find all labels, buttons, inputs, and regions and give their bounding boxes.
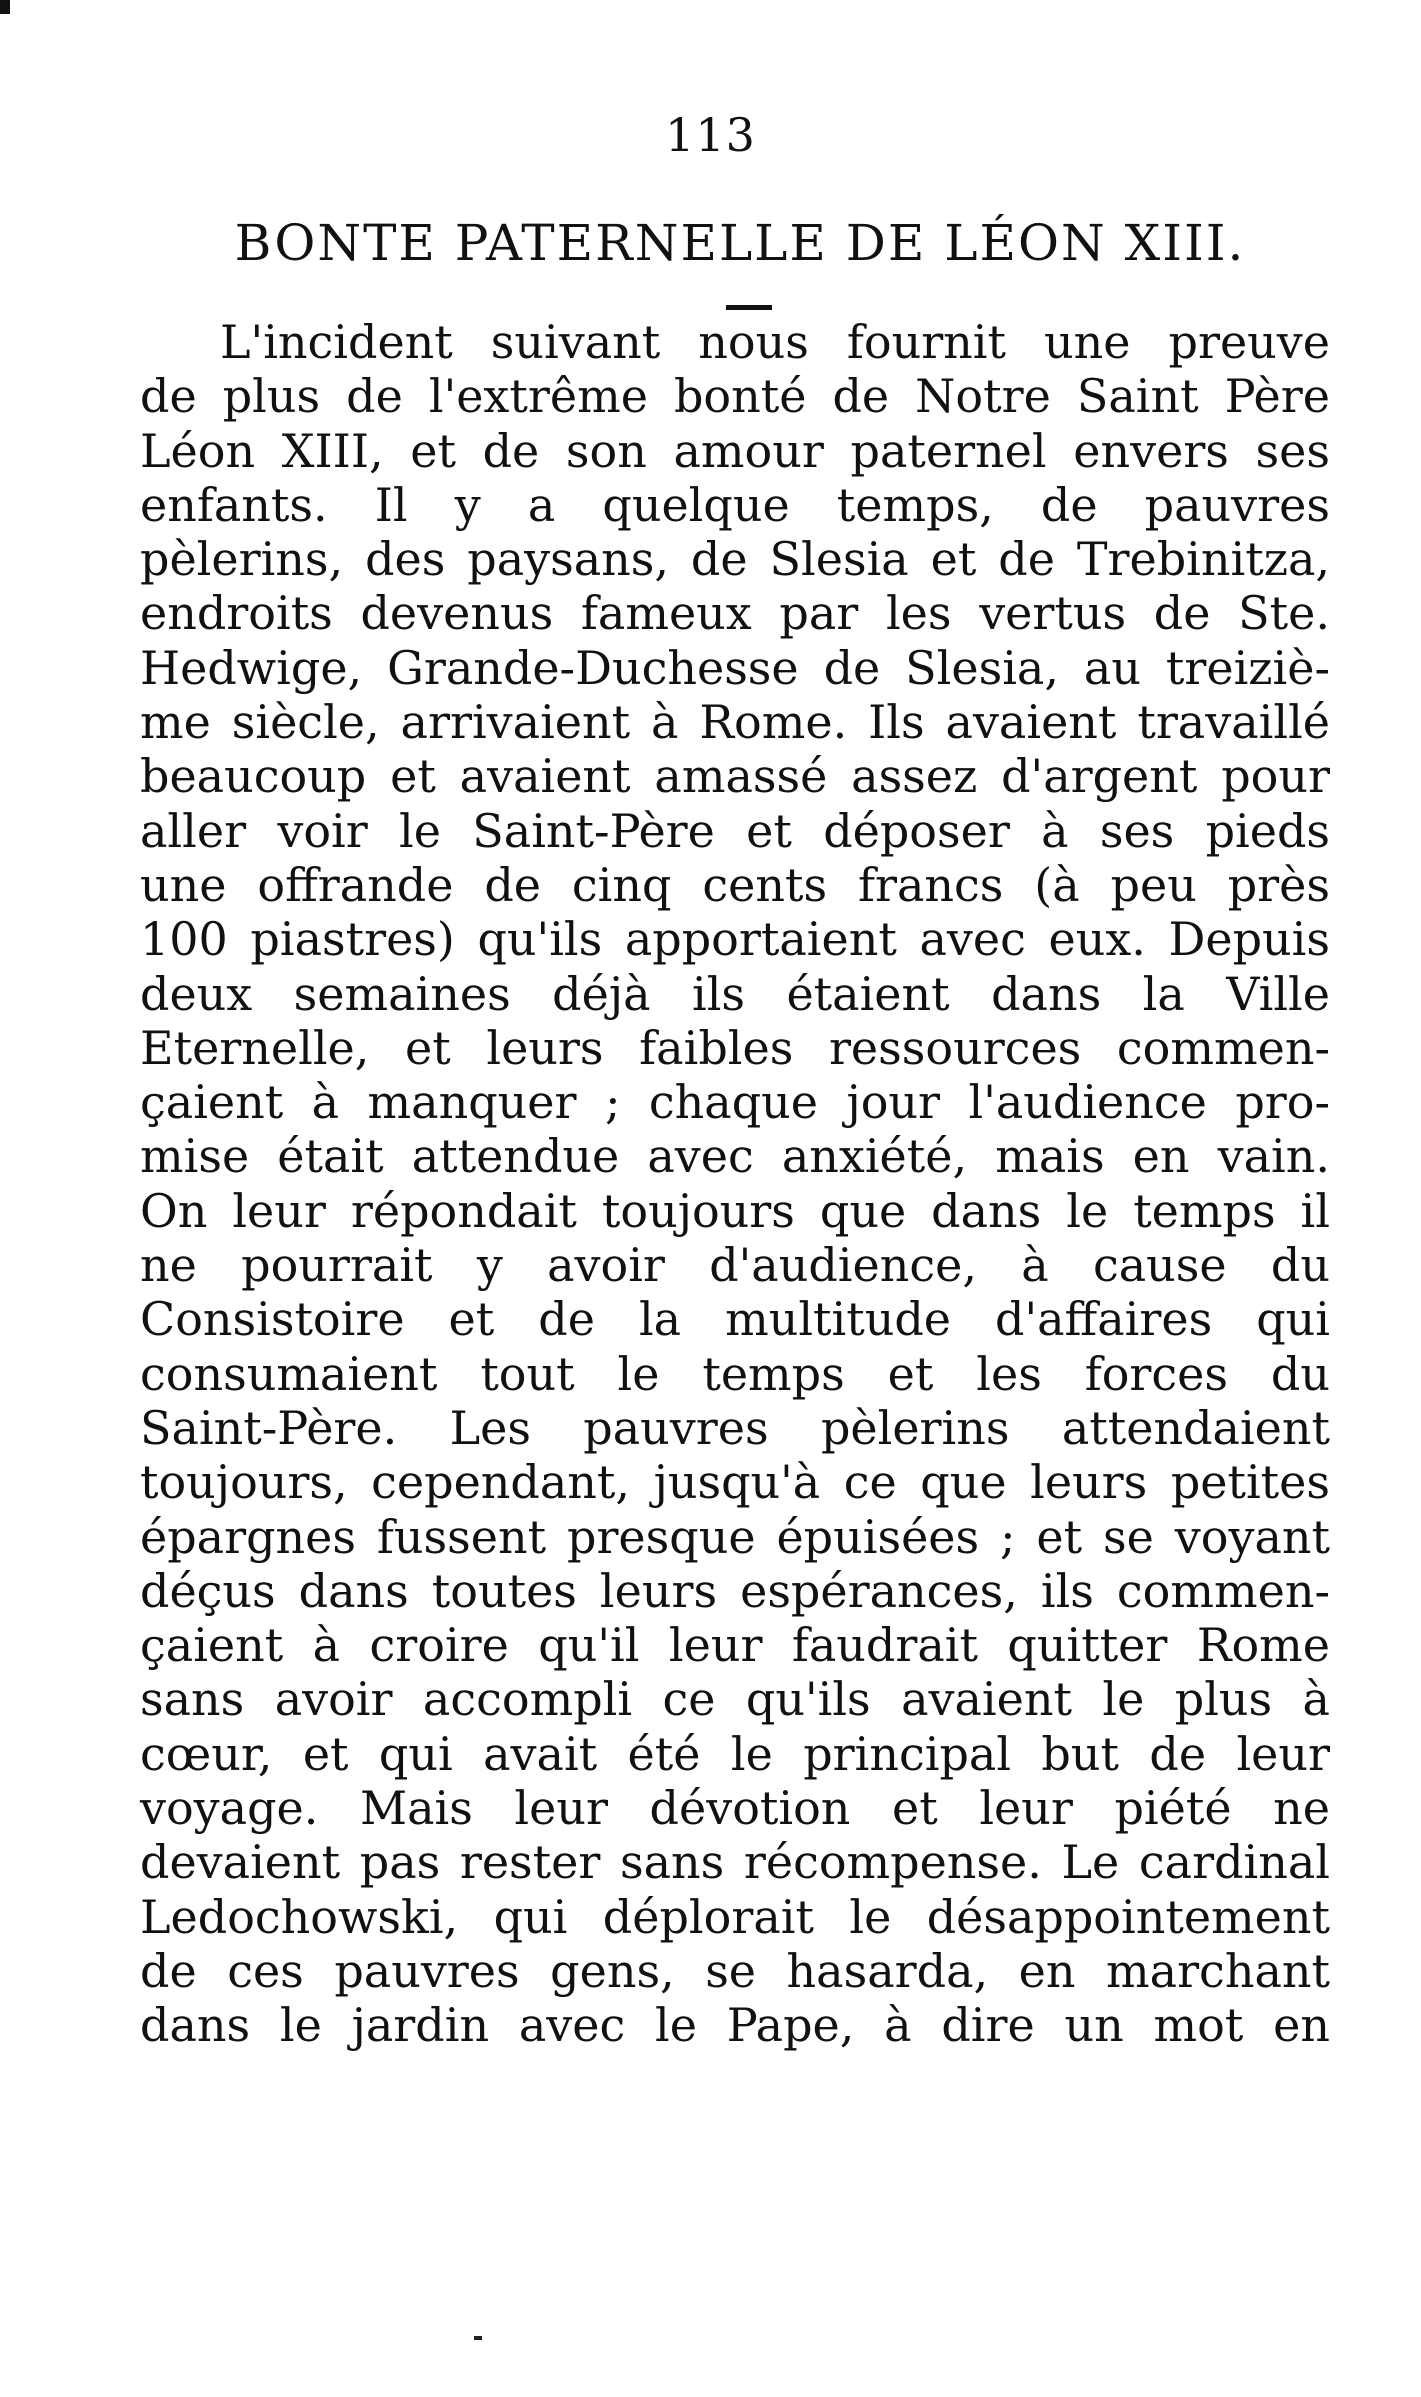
text-line: dans le jardin avec le Pape, à dire un mot en	[140, 1998, 1330, 2053]
text-line: Saint-Père. Les pauvres pèlerins attendaient	[140, 1400, 1330, 1455]
text-line: deux semaines déjà ils étaient dans la Ville	[140, 966, 1330, 1021]
text-line: beaucoup et avaient amassé assez d'argent pour	[140, 749, 1330, 804]
text-line: déçus dans toutes leurs espérances, ils commen-	[140, 1563, 1330, 1618]
page-heading: BONTE PATERNELLE DE LÉON XIII.	[234, 214, 1246, 272]
text-line: Hedwige, Grande-Duchesse de Slesia, au treiziè-	[140, 640, 1330, 695]
text-line: Consistoire et de la multitude d'affaires qui	[140, 1292, 1330, 1347]
text-line: consumaient tout le temps et les forces du	[140, 1346, 1330, 1401]
text-line: de plus de l'extrême bonté de Notre Saint Père	[140, 369, 1330, 424]
body-text	[140, 315, 1330, 2053]
text-line: Léon XIII, et de son amour paternel envers ses	[140, 423, 1330, 478]
text-line: aller voir le Saint-Père et déposer à ses pieds	[140, 803, 1330, 858]
text-line: On leur répondait toujours que dans le temps il	[140, 1183, 1330, 1238]
text-line: une offrande de cinq cents francs (à peu près	[140, 857, 1330, 912]
scan-speck-mark	[474, 2336, 482, 2340]
text-line: me siècle, arrivaient à Rome. Ils avaient travaillé	[140, 695, 1330, 750]
text-line: sans avoir accompli ce qu'ils avaient le plus à	[140, 1672, 1330, 1727]
text-line: de ces pauvres gens, se hasarda, en marchant	[140, 1943, 1330, 1998]
text-line: ne pourrait y avoir d'audience, à cause du	[140, 1238, 1330, 1293]
text-line: Eternelle, et leurs faibles ressources commen-	[140, 1020, 1330, 1075]
text-line: voyage. Mais leur dévotion et leur piété ne	[140, 1781, 1330, 1836]
text-line: pèlerins, des paysans, de Slesia et de Trebinitza,	[140, 532, 1330, 587]
heading-separator-rule	[726, 305, 772, 310]
text-line: endroits devenus fameux par les vertus de Ste.	[140, 586, 1330, 641]
text-line: cœur, et qui avait été le principal but de leur	[140, 1726, 1330, 1781]
text-line: Ledochowski, qui déplorait le désappointement	[140, 1889, 1330, 1944]
text-line: 100 piastres) qu'ils apportaient avec eux. Depuis	[140, 912, 1330, 967]
page-number: 113	[665, 108, 756, 162]
text-line: mise était attendue avec anxiété, mais en vain.	[140, 1129, 1330, 1184]
scan-corner-mark	[0, 0, 10, 14]
text-line: épargnes fussent presque épuisées ; et se voyant	[140, 1509, 1330, 1564]
text-line: çaient à croire qu'il leur faudrait quitter Rome	[140, 1618, 1330, 1673]
text-line: L'incident suivant nous fournit une preuve	[220, 315, 1330, 369]
text-line: devaient pas rester sans récompense. Le cardinal	[140, 1835, 1330, 1890]
text-line: toujours, cependant, jusqu'à ce que leurs petites	[140, 1455, 1330, 1510]
text-line: enfants. Il y a quelque temps, de pauvres	[140, 477, 1330, 532]
text-line: çaient à manquer ; chaque jour l'audience pro-	[140, 1075, 1330, 1130]
